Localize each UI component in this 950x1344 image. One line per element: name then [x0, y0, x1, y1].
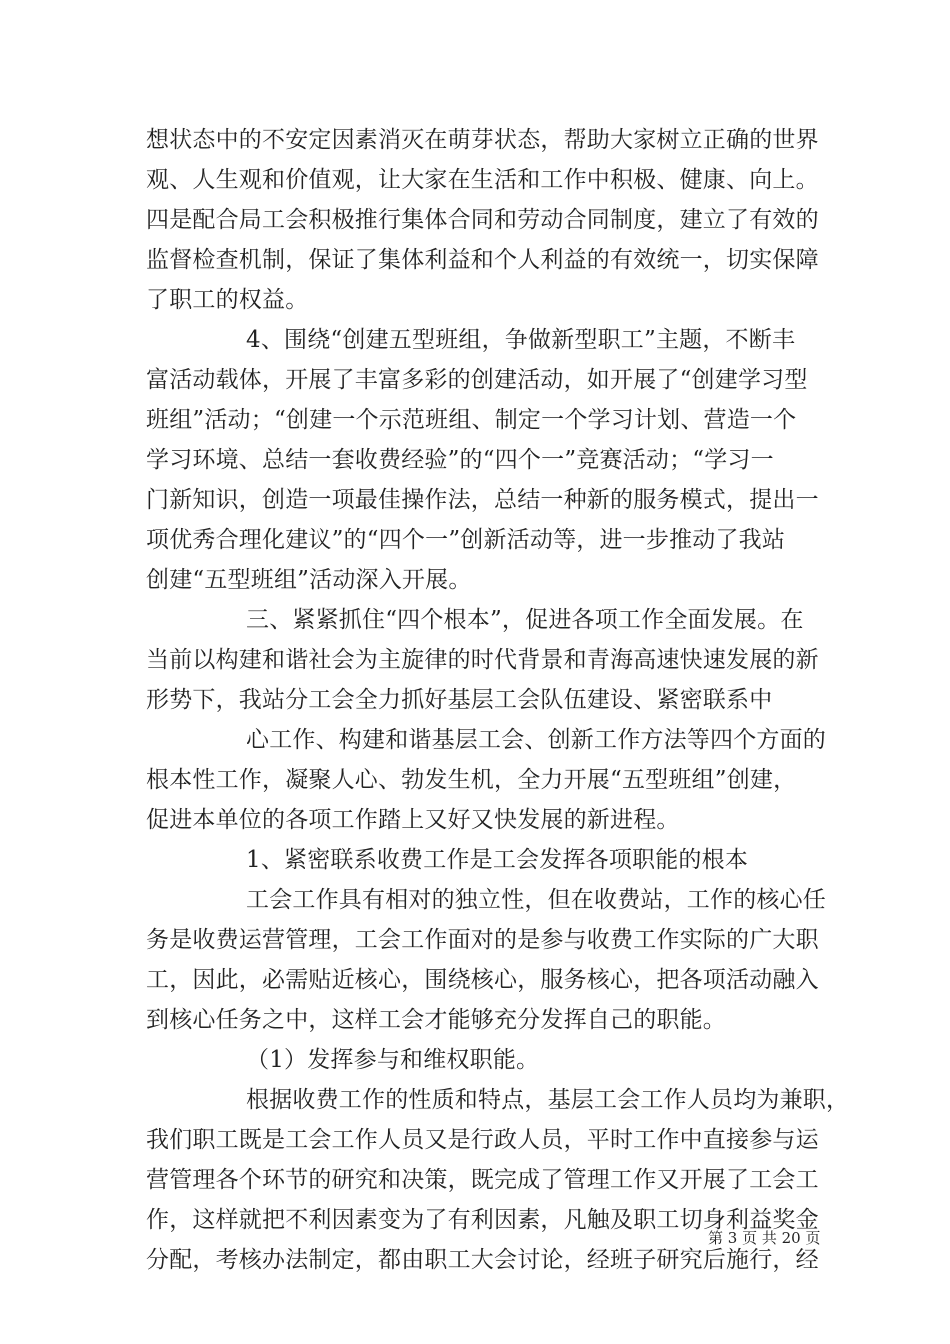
- text-line: 营管理各个环节的研究和决策，既完成了管理工作又开展了工会工: [146, 1167, 819, 1193]
- page-number-footer: 第 3 页 共 20 页: [708, 1229, 821, 1247]
- text-line: 创建“五型班组”活动深入开展。: [146, 567, 472, 593]
- text-line: 班组”活动；“创建一个示范班组、制定一个学习计划、营造一个: [146, 407, 797, 433]
- text-line: 4、围绕“创建五型班组，争做新型职工”主题，不断丰: [246, 327, 796, 353]
- text-line: 项优秀合理化建议”的“四个一”创新活动等，进一步推动了我站: [146, 527, 786, 553]
- text-line: 工会工作具有相对的独立性，但在收费站，工作的核心任: [246, 887, 826, 913]
- text-line: 学习环境、总结一套收费经验”的“四个一”竞赛活动；“学习一: [146, 447, 774, 473]
- text-line: 分配，考核办法制定，都由职工大会讨论，经班子研究后施行，经: [146, 1247, 819, 1273]
- text-line: 工，因此，必需贴近核心，围绕核心，服务核心，把各项活动融入: [146, 967, 819, 993]
- text-line: 想状态中的不安定因素消灭在萌芽状态，帮助大家树立正确的世界: [146, 127, 819, 153]
- text-line: （1）发挥参与和维权职能。: [246, 1047, 540, 1073]
- text-line: 观、人生观和价值观，让大家在生活和工作中积极、健康、向上。: [146, 167, 819, 193]
- text-line: 到核心任务之中，这样工会才能够充分发挥自己的职能。: [146, 1007, 726, 1033]
- text-line: 四是配合局工会积极推行集体合同和劳动合同制度，建立了有效的: [146, 207, 819, 233]
- text-line: 了职工的权益。: [146, 287, 309, 313]
- text-line: 促进本单位的各项工作踏上又好又快发展的新进程。: [146, 807, 680, 833]
- text-line: 1、紧密联系收费工作是工会发挥各项职能的根本: [246, 847, 749, 873]
- text-line: 三、紧紧抓住“四个根本”，促进各项工作全面发展。在: [246, 607, 804, 633]
- text-line: 务是收费运营管理，工会工作面对的是参与收费工作实际的广大职: [146, 927, 819, 953]
- text-line: 作，这样就把不利因素变为了有利因素，凡触及职工切身利益奖金: [146, 1207, 819, 1233]
- text-line: 当前以构建和谐社会为主旋律的时代背景和青海高速快速发展的新: [146, 647, 819, 673]
- text-line: 根本性工作，凝聚人心、勃发生机，全力开展“五型班组”创建，: [146, 767, 797, 793]
- text-line: 我们职工既是工会工作人员又是行政人员，平时工作中直接参与运: [146, 1127, 819, 1153]
- text-line: 门新知识，创造一项最佳操作法，总结一种新的服务模式，提出一: [146, 487, 819, 513]
- text-line: 形势下，我站分工会全力抓好基层工会队伍建设、紧密联系中: [146, 687, 773, 713]
- text-line: 根据收费工作的性质和特点，基层工会工作人员均为兼职，: [246, 1087, 850, 1113]
- text-line: 富活动载体，开展了丰富多彩的创建活动，如开展了“创建学习型: [146, 367, 808, 393]
- text-line: 心工作、构建和谐基层工会、创新工作方法等四个方面的: [246, 727, 826, 753]
- text-line: 监督检查机制，保证了集体利益和个人利益的有效统一，切实保障: [146, 247, 819, 273]
